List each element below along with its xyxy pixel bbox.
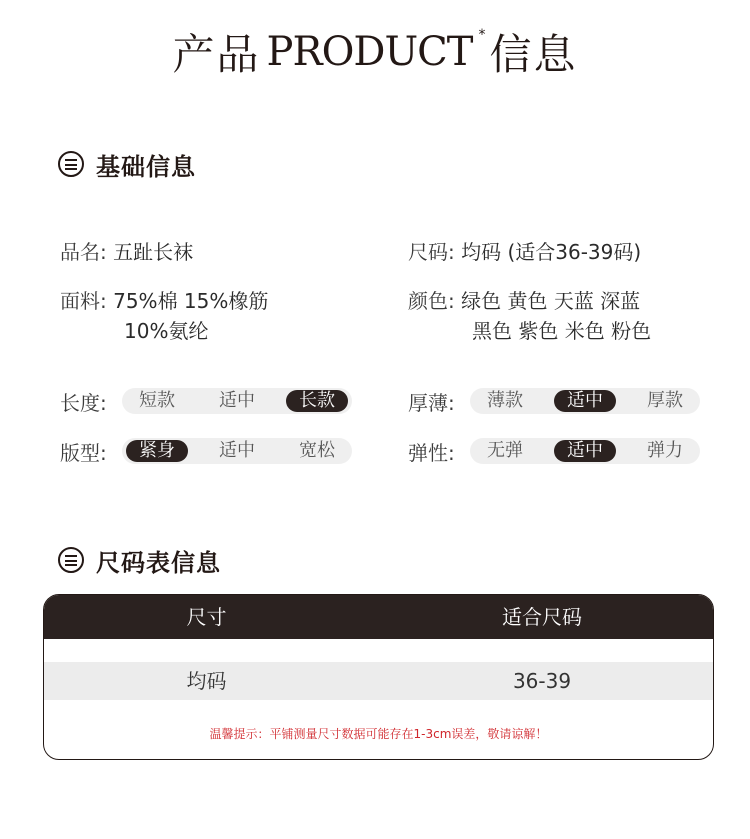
- column-header-fit-size: 适合尺码: [502, 605, 582, 629]
- table-row: [44, 662, 713, 700]
- color-line-2: 黑色 紫色 米色 粉色: [472, 319, 652, 343]
- cell-size: 均码: [186, 669, 227, 693]
- table-header: [44, 595, 713, 639]
- fit-options: [122, 438, 352, 464]
- product-name-label: 品名:: [60, 240, 107, 264]
- list-icon: [58, 547, 84, 573]
- option-thick[interactable]: 厚款: [647, 390, 683, 411]
- attr-label: 版型:: [60, 440, 107, 465]
- option-tight-selected[interactable]: 紧身: [126, 440, 188, 462]
- color-label: 颜色:: [408, 289, 455, 313]
- option-medium[interactable]: 适中: [219, 390, 255, 411]
- attr-elasticity: [408, 438, 700, 464]
- product-name-value: 五趾长袜: [113, 240, 194, 264]
- option-long-selected[interactable]: 长款: [286, 390, 348, 412]
- attr-label: 弹性:: [408, 440, 455, 465]
- color-line-1: 绿色 黄色 天蓝 深蓝: [461, 289, 641, 313]
- basic-info-title: 基础信息: [96, 152, 196, 181]
- option-thin[interactable]: 薄款: [487, 390, 523, 411]
- size-table: [43, 594, 714, 760]
- title-star: *: [478, 26, 486, 43]
- size-table-title: 尺码表信息: [96, 548, 221, 577]
- option-medium-selected[interactable]: 适中: [554, 440, 616, 462]
- color-row: [408, 286, 640, 316]
- option-medium[interactable]: 适中: [219, 440, 255, 461]
- material-row: [60, 286, 268, 316]
- attr-length: [60, 388, 352, 414]
- title-en: PRODUCT: [266, 29, 473, 75]
- measurement-note: 温馨提示：平铺测量尺寸数据可能存在1-3cm误差，敬请谅解！: [209, 727, 548, 741]
- length-options: [122, 388, 352, 414]
- product-name-row: [60, 237, 193, 267]
- list-icon: [58, 151, 84, 177]
- basic-info-heading: [58, 147, 196, 181]
- option-medium-selected[interactable]: 适中: [554, 390, 616, 412]
- attr-thickness: [408, 388, 700, 414]
- option-stretch[interactable]: 弹力: [647, 440, 683, 461]
- column-header-size: 尺寸: [186, 605, 227, 629]
- attr-label: 厚薄:: [408, 390, 455, 415]
- size-table-heading: [58, 543, 221, 577]
- material-label: 面料:: [60, 289, 107, 313]
- title-cn-1: 产品: [172, 30, 261, 79]
- cell-fit-size: 36-39: [512, 669, 572, 693]
- page-title: [0, 22, 750, 82]
- option-no-stretch[interactable]: 无弹: [487, 440, 523, 461]
- material-line-1: 75%棉 15%橡筋: [113, 289, 269, 313]
- size-row: [408, 237, 641, 267]
- size-value: 均码 (适合36-39码): [461, 240, 642, 264]
- size-label: 尺码:: [408, 240, 455, 264]
- elasticity-options: [470, 438, 700, 464]
- material-line-2: 10%氨纶: [124, 319, 209, 343]
- thickness-options: [470, 388, 700, 414]
- attr-fit: [60, 438, 352, 464]
- title-cn-2: 信息: [489, 30, 578, 79]
- option-loose[interactable]: 宽松: [299, 440, 335, 461]
- option-short[interactable]: 短款: [139, 390, 175, 411]
- attr-label: 长度:: [60, 390, 107, 415]
